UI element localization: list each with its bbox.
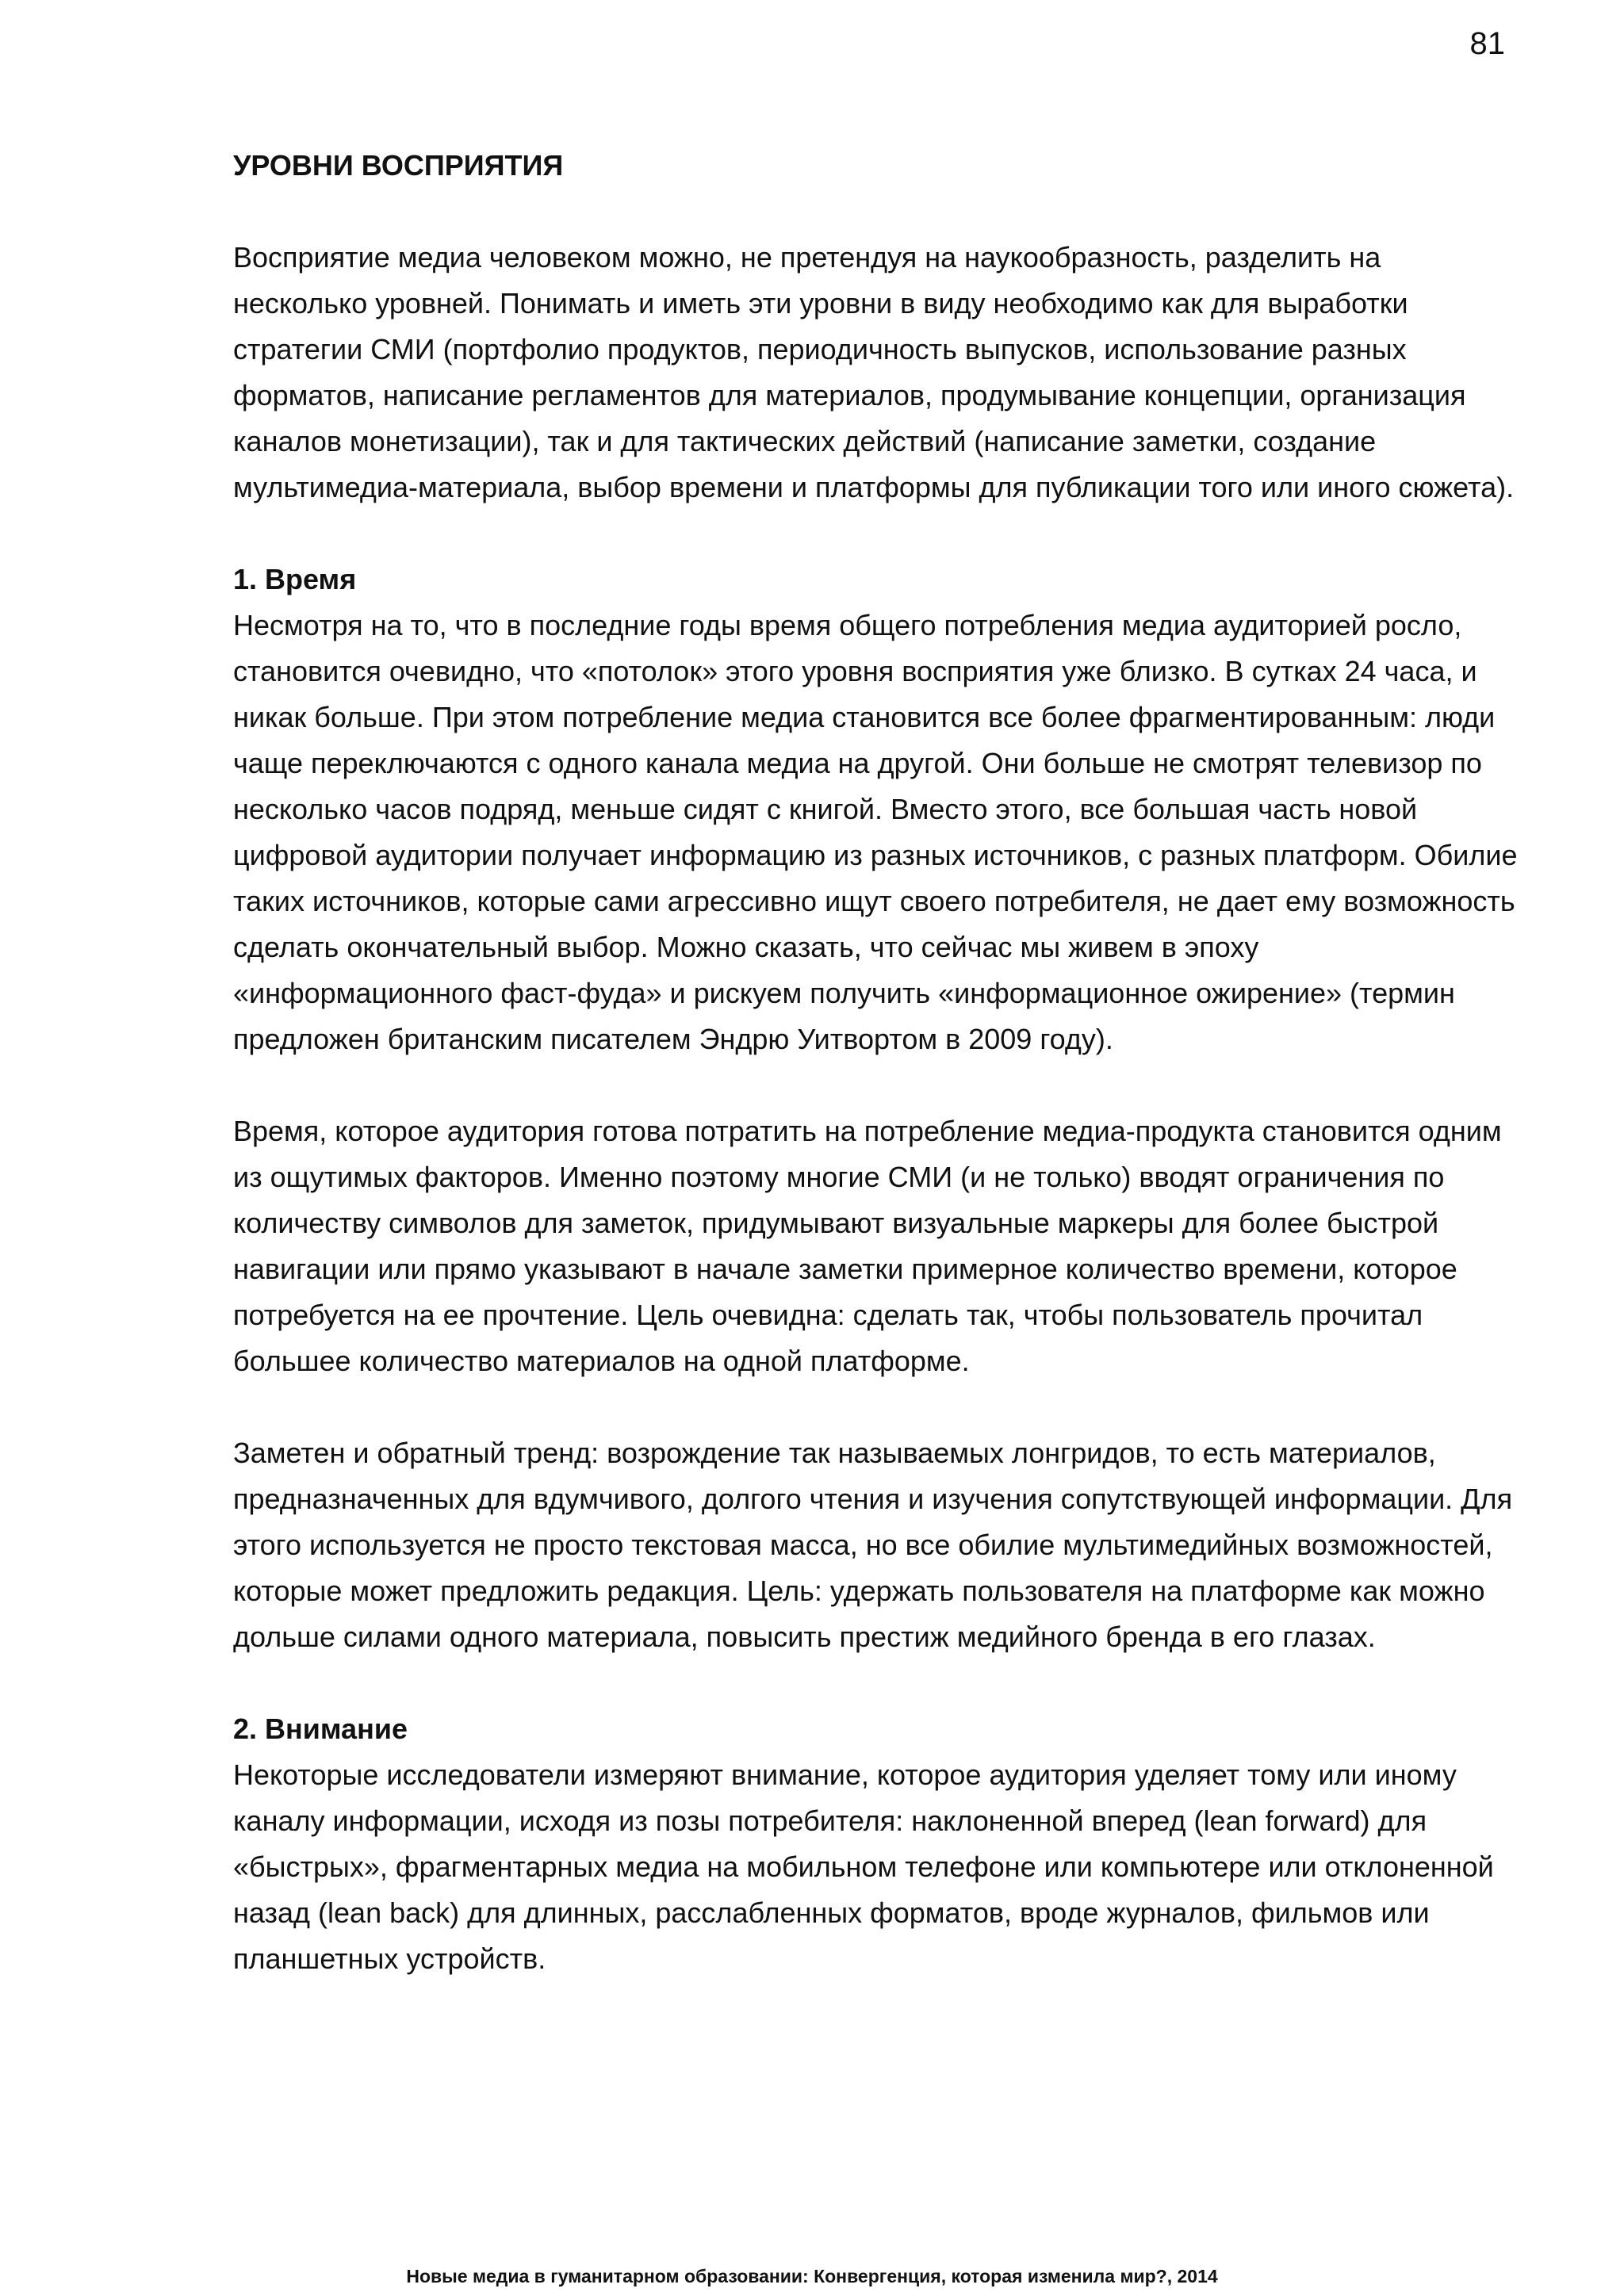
intro-paragraph: Восприятие медиа человеком можно, не претендуя на наукообразность, разделить на несколько уровней. Понимать и иметь эти уровни в виду необходимо как для выработки стратегии СМИ (портфолио продуктов, периодичность выпусков, использование разных форматов, написание регламентов для материалов, продумывание концепции, организация каналов монетизации), так и для тактических действий (написание заметки, создание мультимедиа-материала, выбор времени и платформы для публикации того или иного сюжета). [233,241,1515,503]
section-heading-attention: 2. Внимание [233,1712,408,1745]
paragraph: Несмотря на то, что в последние годы время общего потребления медиа аудиторией росло, становится очевидно, что «потолок» этого уровня восприятия уже близко. В сутках 24 часа, и никак больше. При этом потребление медиа становится все более фрагментированным: люди чаще переключаются с одного канала медиа на другой. Они больше не смотрят телевизор по несколько часов подряд, меньше сидят с книгой. Вместо этого, все большая часть новой цифровой аудитории получает информацию из разных источников, с разных платформ. Обилие таких источников, которые сами агрессивно ищут своего потребителя, не дает ему возможность сделать окончательный выбор. Можно сказать, что сейчас мы живем в эпоху «информационного фаст-фуда» и рискуем получить «информационное ожирение» (термин предложен британским писателем Эндрю Уитвортом в 2009 году). [233,609,1518,1055]
paragraph: Заметен и обратный тренд: возрождение так называемых лонгридов, то есть материалов, предназначенных для вдумчивого, долгого чтения и изучения сопутствующей информации. Для этого используется не просто текстовая масса, но все обилие мультимедийных возможностей, которые может предложить редакция. Цель: удержать пользователя на платформе как можно дольше силами одного материала, повысить престиж медийного бренда в его глазах. [233,1437,1513,1653]
paragraph: Некоторые исследователи измеряют внимание, которое аудитория уделяет тому или иному каналу информации, исходя из позы потребителя: наклоненной вперед (lean forward) для «быстрых», фрагментарных медиа на мобильном телефоне или компьютере или отклоненной назад (lean back) для длинных, расслабленных форматов, вроде журналов, фильмов или планшетных устройств. [233,1758,1494,1975]
paragraph: Время, которое аудитория готова потратить на потребление медиа-продукта становится одним из ощутимых факторов. Именно поэтому многие СМИ (и не только) вводят ограничения по количеству символов для заметок, придумывают визуальные маркеры для более быстрой навигации или прямо указывают в начале заметки примерное количество времени, которое потребуется на ее прочтение. Цель очевидна: сделать так, чтобы пользователь прочитал большее количество материалов на одной платформе. [233,1115,1502,1377]
document-body [233,143,1518,2028]
page-footer: Новые медиа в гуманитарном образовании: Конвергенция, которая изменила мир?, 2014 [406,2266,1218,2286]
section-heading-time: 1. Время [233,563,357,595]
page-number: 81 [1469,26,1505,61]
section-title: УРОВНИ ВОСПРИЯТИЯ [233,149,564,182]
